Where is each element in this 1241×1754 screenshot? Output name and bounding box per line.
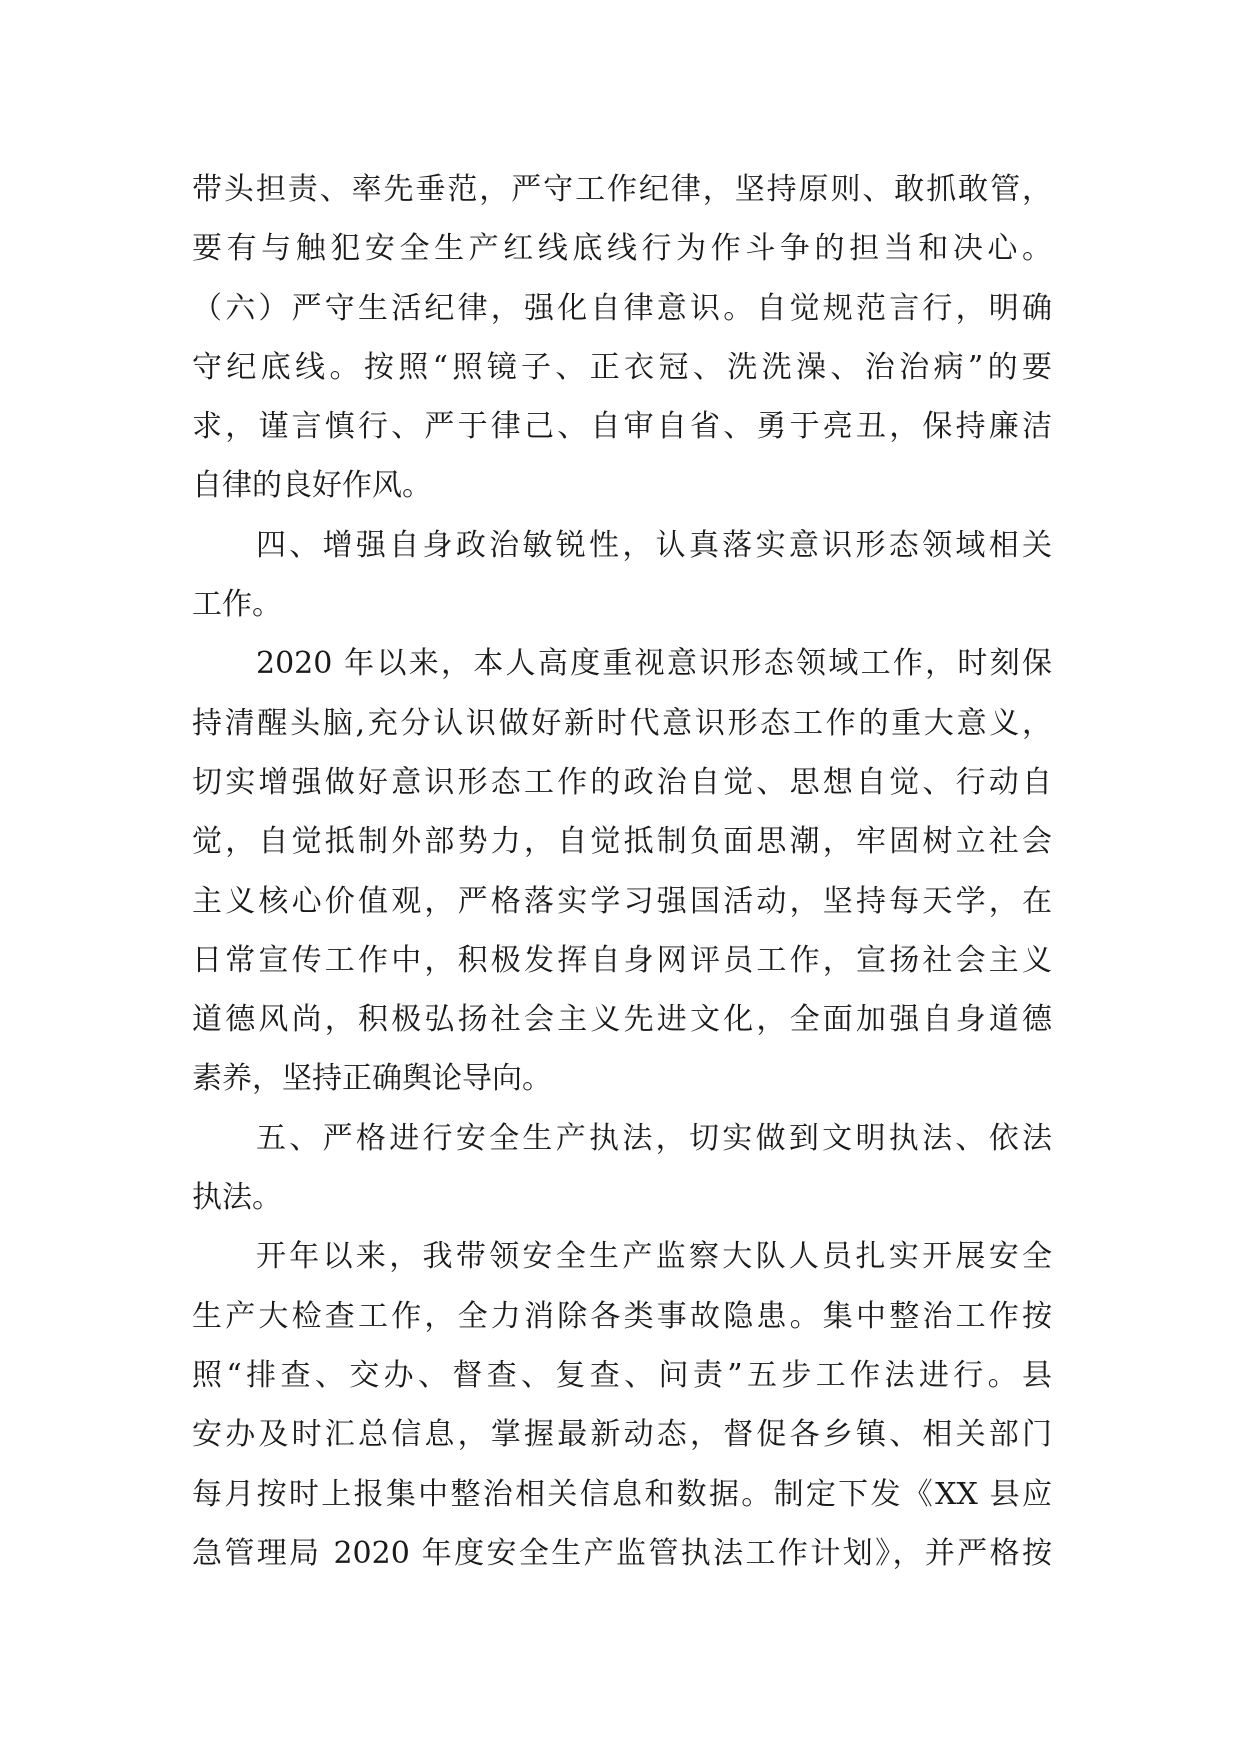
- text-line: 日常宣传工作中，积极发挥自身网评员工作，宣扬社会主义: [192, 942, 1052, 978]
- text-line: 生产大检查工作，全力消除各类事故隐患。集中整治工作按: [192, 1298, 1052, 1334]
- text-line: 五、严格进行安全生产执法，切实做到文明执法、依法: [256, 1120, 1052, 1156]
- text-line: 求，谨言慎行、严于律己、自审自省、勇于亮丑，保持廉洁: [192, 409, 1052, 445]
- text-line: 切实增强做好意识形态工作的政治自觉、思想自觉、行动自: [192, 764, 1052, 800]
- text-line: 素养，坚持正确舆论导向。: [192, 1061, 552, 1097]
- text-line: 2020 年以来，本人高度重视意识形态领域工作，时刻保: [256, 646, 1052, 682]
- text-line: 急管理局 2020 年度安全生产监管执法工作计划》，并严格按: [192, 1535, 1052, 1571]
- text-line: 要有与触犯安全生产红线底线行为作斗争的担当和决心。: [192, 231, 1052, 267]
- text-line: 带头担责、率先垂范，严守工作纪律，坚持原则、敢抓敢管，: [192, 172, 1052, 207]
- text-line: 安办及时汇总信息，掌握最新动态，督促各乡镇、相关部门: [192, 1417, 1052, 1453]
- document-body: [192, 160, 1052, 1583]
- text-line: （六）严守生活纪律，强化自律意识。自觉规范言行，明确: [192, 290, 1052, 326]
- text-line: 开年以来，我带领安全生产监察大队人员扎实开展安全: [256, 1239, 1052, 1275]
- text-line: 觉，自觉抵制外部势力，自觉抵制负面思潮，牢固树立社会: [192, 824, 1052, 860]
- text-line: 道德风尚，积极弘扬社会主义先进文化，全面加强自身道德: [192, 1002, 1052, 1038]
- text-line: 守纪底线。按照“照镜子、正衣冠、洗洗澡、治治病”的要: [192, 349, 1052, 385]
- text-line: 持清醒头脑,充分认识做好新时代意识形态工作的重大意义，: [192, 705, 1052, 741]
- text-line: 执法。: [192, 1180, 282, 1216]
- text-line: 自律的良好作风。: [192, 468, 432, 504]
- text-line: 工作。: [192, 587, 282, 623]
- text-line: 每月按时上报集中整治相关信息和数据。制定下发《XX 县应: [192, 1476, 1052, 1512]
- text-line: 主义核心价值观，严格落实学习强国活动，坚持每天学，在: [192, 883, 1052, 919]
- text-line: 四、增强自身政治敏锐性，认真落实意识形态领域相关: [256, 527, 1052, 563]
- text-line: 照“排查、交办、督查、复查、问责”五步工作法进行。县: [192, 1357, 1052, 1393]
